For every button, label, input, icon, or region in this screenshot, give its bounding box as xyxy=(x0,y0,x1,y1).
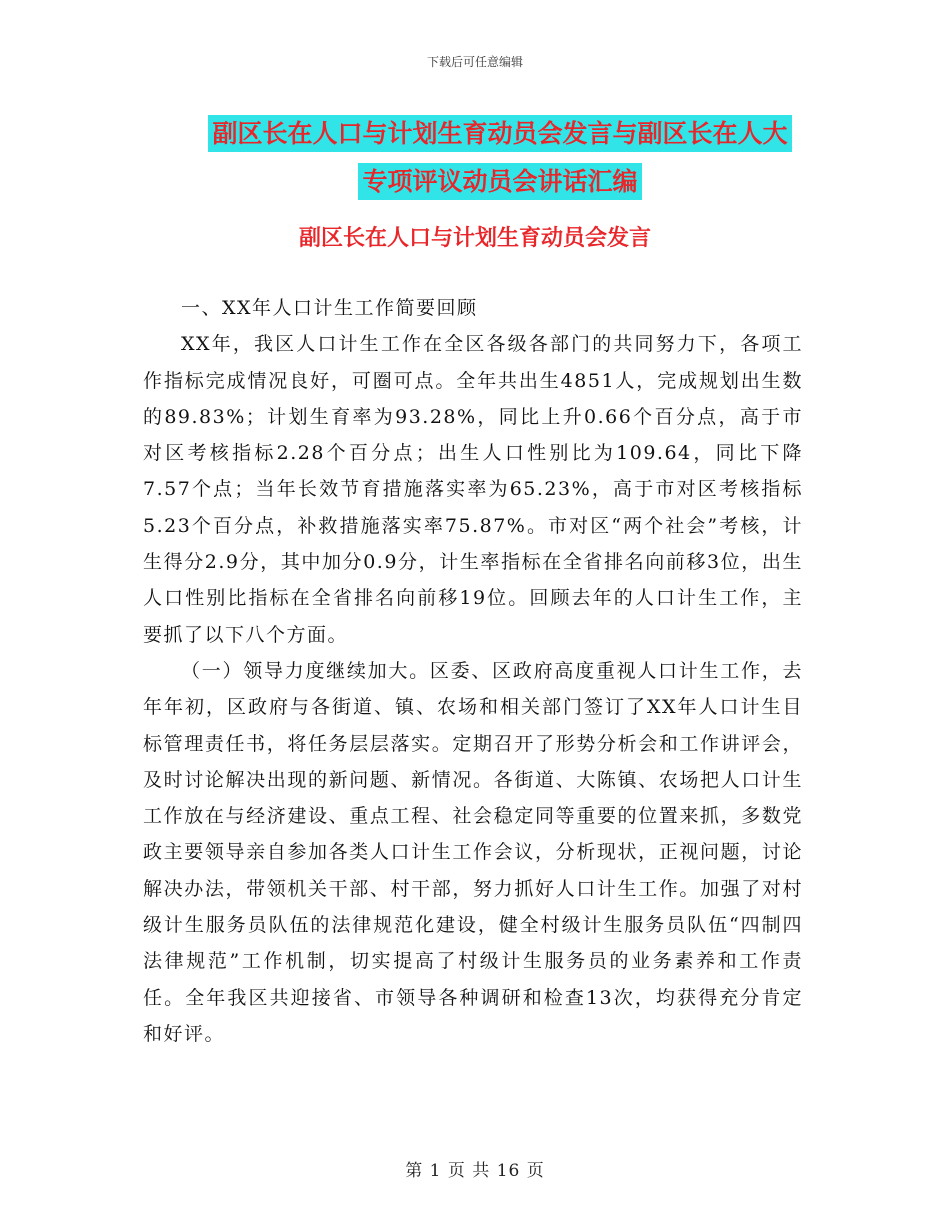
page-header-note: 下载后可任意编辑 xyxy=(426,55,523,69)
body-paragraph-leadership: （一）领导力度继续加大。区委、区政府高度重视人口计生工作，去年年初，区政府与各街道、镇、农场和相关部门签订了XX年人口计生目标管理责任书，将任务层层落实。定期召开了形势分析会和工作讲评会，及时讨论解决出现的新问题、新情况。各街道、大陈镇、农场把人口计生工作放在与经济建设、重点工程、社会稳定同等重要的位置来抓，多数党政主要领导亲自参加各类人口计生工作会议，分析现状，正视问题，讨论解决办法，带领机关干部、村干部，努力抓好人口计生工作。加强了对村级计生服务员队伍的法律规范化建设，健全村级计生服务员队伍“四制四法律规范”工作机制，切实提高了村级计生服务员的业务素养和工作责任。全年我区共迎接省、市领导各种调研和检查13次，均获得充分肯定和好评。 xyxy=(143,659,803,1045)
document-title-line-2: 专项评议动员会讲话汇编 xyxy=(358,163,641,200)
page-number-footer: 第 1 页 共 16 页 xyxy=(405,1161,545,1181)
document-title-line-1: 副区长在人口与计划生育动员会发言与副区长在人大 xyxy=(208,115,791,152)
document-body xyxy=(143,290,803,1052)
body-paragraph-summary: XX年，我区人口计生工作在全区各级各部门的共同努力下，各项工作指标完成情况良好，可圈可点。全年共出生4851人，完成规划出生数的89.83%；计划生育率为93.28%，同比上升0.66个百分点，高于市对区考核指标2.28个百分点；出生人口性别比为109.64，同比下降7.57个点；当年长效节育措施落实率为65.23%，高于市对区考核指标5.23个百分点，补救措施落实率75.87%。市对区“两个社会”考核，计生得分2.9分，其中加分0.9分，计生率指标在全省排名向前移3位，出生人口性别比指标在全省排名向前移19位。回顾去年的人口计生工作，主要抓了以下八个方面。 xyxy=(143,333,803,646)
section-title: 副区长在人口与计划生育动员会发言 xyxy=(298,226,651,251)
body-paragraph-heading: 一、XX年人口计生工作简要回顾 xyxy=(181,297,478,319)
document-title xyxy=(140,110,860,206)
